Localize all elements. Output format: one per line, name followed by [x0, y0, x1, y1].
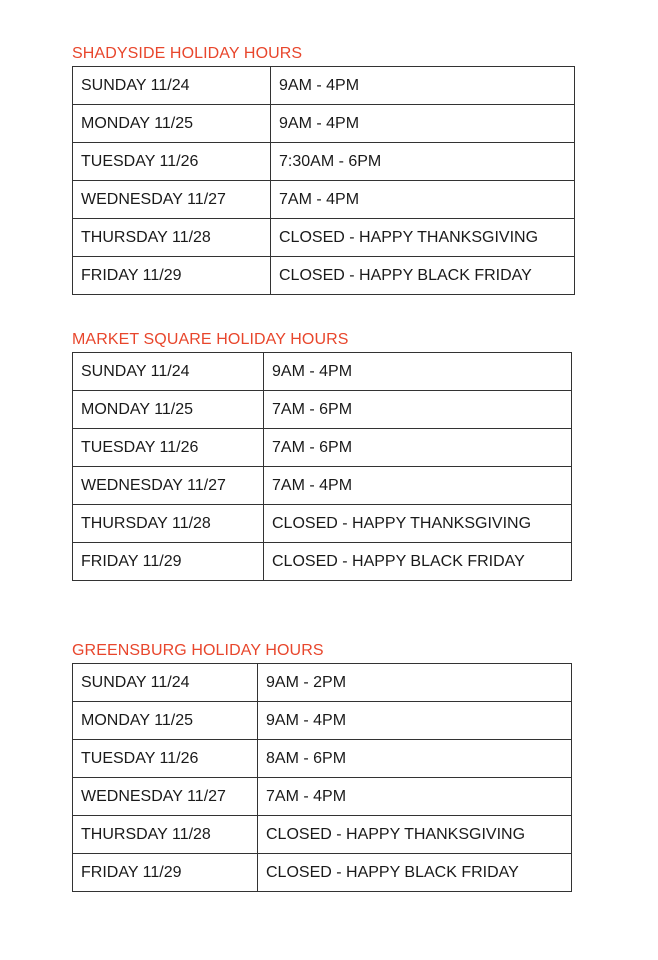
hours-cell: CLOSED - HAPPY THANKSGIVING: [264, 505, 572, 543]
table-row: [73, 854, 572, 892]
hours-cell: 7AM - 4PM: [271, 181, 575, 219]
day-cell: MONDAY 11/25: [73, 391, 264, 429]
day-cell: SUNDAY 11/24: [73, 67, 271, 105]
hours-cell: CLOSED - HAPPY BLACK FRIDAY: [271, 257, 575, 295]
table-row: [73, 702, 572, 740]
hours-cell: CLOSED - HAPPY BLACK FRIDAY: [258, 854, 572, 892]
hours-cell: 9AM - 4PM: [271, 67, 575, 105]
section-title: SHADYSIDE HOLIDAY HOURS: [72, 45, 303, 62]
table-row: [73, 778, 572, 816]
day-cell: FRIDAY 11/29: [73, 257, 271, 295]
day-cell: SUNDAY 11/24: [73, 664, 258, 702]
day-cell: MONDAY 11/25: [73, 702, 258, 740]
table-row: [73, 181, 575, 219]
hours-cell: 9AM - 4PM: [271, 105, 575, 143]
market-square-hours-section: [72, 330, 572, 581]
table-row: [73, 257, 575, 295]
day-cell: WEDNESDAY 11/27: [73, 181, 271, 219]
table-row: [73, 353, 572, 391]
hours-cell: 9AM - 2PM: [258, 664, 572, 702]
day-cell: WEDNESDAY 11/27: [73, 467, 264, 505]
section-title: GREENSBURG HOLIDAY HOURS: [72, 642, 324, 659]
table-row: [73, 429, 572, 467]
day-cell: THURSDAY 11/28: [73, 219, 271, 257]
hours-table: [72, 66, 575, 295]
day-cell: FRIDAY 11/29: [73, 543, 264, 581]
day-cell: FRIDAY 11/29: [73, 854, 258, 892]
hours-cell: CLOSED - HAPPY THANKSGIVING: [258, 816, 572, 854]
hours-table: [72, 663, 572, 892]
hours-cell: 7AM - 6PM: [264, 391, 572, 429]
table-row: [73, 67, 575, 105]
day-cell: TUESDAY 11/26: [73, 143, 271, 181]
table-row: [73, 664, 572, 702]
day-cell: TUESDAY 11/26: [73, 740, 258, 778]
table-row: [73, 467, 572, 505]
hours-cell: 9AM - 4PM: [264, 353, 572, 391]
hours-cell: 8AM - 6PM: [258, 740, 572, 778]
hours-cell: 7AM - 4PM: [264, 467, 572, 505]
greensburg-hours-section: [72, 641, 572, 892]
table-row: [73, 391, 572, 429]
day-cell: THURSDAY 11/28: [73, 505, 264, 543]
hours-cell: 7AM - 4PM: [258, 778, 572, 816]
table-row: [73, 543, 572, 581]
table-row: [73, 816, 572, 854]
table-row: [73, 219, 575, 257]
hours-cell: CLOSED - HAPPY BLACK FRIDAY: [264, 543, 572, 581]
table-row: [73, 740, 572, 778]
day-cell: WEDNESDAY 11/27: [73, 778, 258, 816]
table-row: [73, 505, 572, 543]
hours-cell: 7:30AM - 6PM: [271, 143, 575, 181]
hours-table: [72, 352, 572, 581]
table-row: [73, 105, 575, 143]
day-cell: THURSDAY 11/28: [73, 816, 258, 854]
hours-cell: 7AM - 6PM: [264, 429, 572, 467]
day-cell: SUNDAY 11/24: [73, 353, 264, 391]
shadyside-hours-section: [72, 44, 575, 295]
day-cell: MONDAY 11/25: [73, 105, 271, 143]
hours-cell: 9AM - 4PM: [258, 702, 572, 740]
section-title: MARKET SQUARE HOLIDAY HOURS: [72, 331, 349, 348]
table-row: [73, 143, 575, 181]
day-cell: TUESDAY 11/26: [73, 429, 264, 467]
hours-cell: CLOSED - HAPPY THANKSGIVING: [271, 219, 575, 257]
